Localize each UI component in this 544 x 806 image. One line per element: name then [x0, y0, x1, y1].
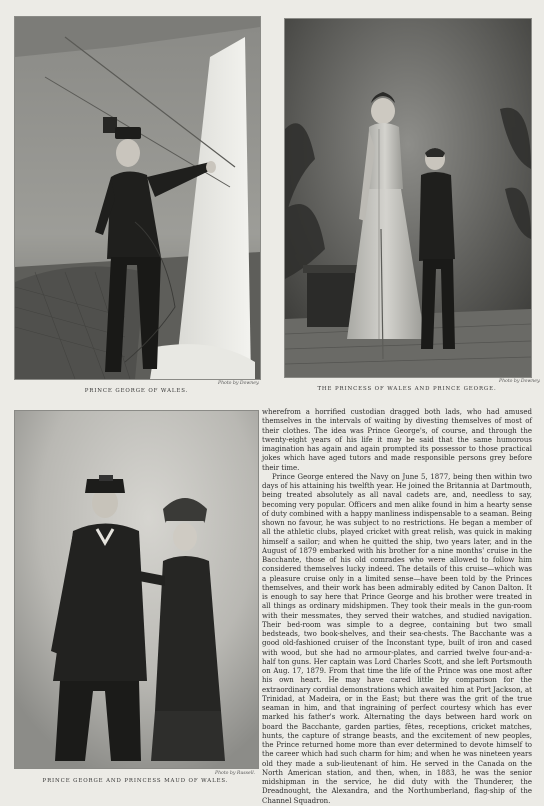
- article-paragraph: Prince George entered the Navy on June 5, 1877, being then within two days of his attaining his twelfth year. He joined the Britannia at Dartmouth, being treated absolutely as all naval cadets are, and, needless to say, becoming very popular. Officers and men alike found in him a hearty sense of duty combined with a happy manliness indispensable to a seaman. Being shown no favour, he was subject to no restrictions. He began a member of all the athletic clubs, played cricket with great relish, was quick in making himself a sailor; and when he quitted the ship, two years later, and in the August of 1879 embarked with his brother for a nine months' cruise in the Bacchante, those of his old comrades who were allowed to follow him considered themselves lucky indeed. The details of this cruise—which was a pleasure cruise only in a limited sense—have been told by the Princes themselves, and their work has been admirably edited by Canon Dalton. It is enough to say here that Prince George and his brother were treated in all things as ordinary midshipmen. They took their meals in the gun-room with their messmates, they served their watches, and studied navigation. Their bed-room was simple to a degree, containing but two small bedsteads, two book-shelves, and their sea-chests. The Bacchante was a good old-fashioned cruiser of the Inconstant type, built of iron and cased with wood, but she had no armour-plates, and carried twelve four-and-a-half ton guns. Her captain was Lord Charles Scott, and she left Portsmouth on Aug. 17, 1879. From that time the life of the Prince was one most after his own heart. He may have cared little by comparison for the extraordinary cordial demonstrations which awaited him at Port Jackson, at Trinidad, at Madeira, or in the East; but there was the grit of the true seaman in him, and that ingraining of perfect courtesy which has ever marked his father's work. Alternating the days between hard work on board the Bacchante, garden parties, fêtes, receptions, cricket matches, hunts, the capture of strange beasts, and the excitement of new peoples, the Prince returned home more than ever determined to devote himself to the career which had such charm for him; and when he was nineteen years old they made a sub-lieutenant of him. He served in the Canada on the North American station, and then, when, in 1883, he was the senior midshipman in the service, he did duty with the Thunderer, the Dreadnought, the Alexandra, and the Northumberland, flag-ship of the Channel Squadron.: [262, 472, 532, 805]
- photo-prince-george: [14, 16, 261, 380]
- photo-princess-and-prince-image: [285, 19, 531, 377]
- photo-caption: THE PRINCESS OF WALES AND PRINCE GEORGE.: [317, 386, 497, 392]
- article-paragraph: wherefrom a horrified custodian dragged both lads, who had amused themselves in the intervals of waiting by divesting themselves of most of their clothes. The idea was Prince George's, of course, and through the twenty-eight years of his life it may be said that the same humorous imagination has again and again prompted its possessor to those practical jokes which have aged tutors and made responsible persons grey before their time.: [262, 408, 532, 472]
- photo-credit: Photo by Downey.: [499, 379, 541, 384]
- photo-princess-and-prince: [284, 18, 532, 378]
- photo-caption: PRINCE GEORGE AND PRINCESS MAUD OF WALES.: [42, 778, 229, 784]
- photo-caption: PRINCE GEORGE OF WALES.: [84, 388, 189, 394]
- photo-george-and-maud-image: [15, 411, 258, 768]
- article-text: [262, 408, 532, 805]
- photo-prince-george-image: [15, 17, 260, 379]
- photo-george-and-maud: [14, 410, 259, 769]
- photo-credit: Photo by Downey.: [218, 381, 260, 386]
- photo-credit: Photo by Russell.: [215, 771, 256, 776]
